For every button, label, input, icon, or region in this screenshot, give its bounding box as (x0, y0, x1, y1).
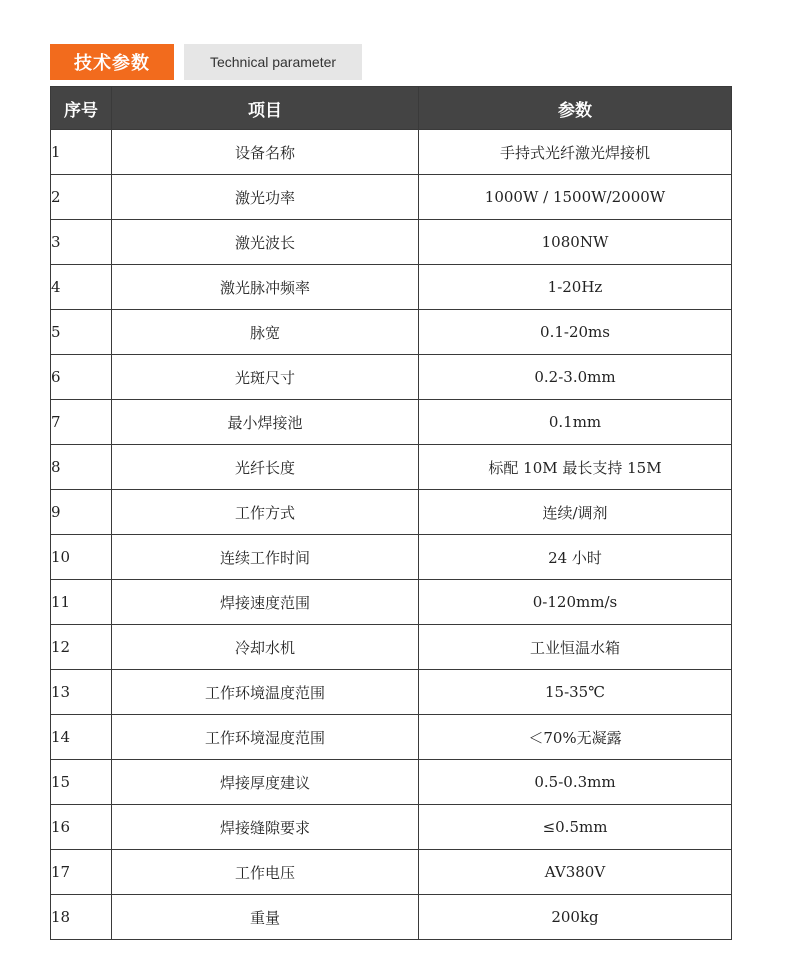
table-row (51, 895, 732, 940)
row-item-cell: 焊接厚度建议 (112, 760, 419, 805)
row-value-cell: 0.1-20ms (419, 310, 732, 355)
row-value-cell: 0.2-3.0mm (419, 355, 732, 400)
table-row (51, 850, 732, 895)
table-row (51, 220, 732, 265)
section-title-en: Technical parameter (184, 44, 362, 80)
row-item-cell: 最小焊接池 (112, 400, 419, 445)
table-row (51, 445, 732, 490)
row-item-cell: 光纤长度 (112, 445, 419, 490)
row-value-cell: 24 小时 (419, 535, 732, 580)
table-row (51, 400, 732, 445)
row-value-cell: 0-120mm/s (419, 580, 732, 625)
row-value-cell: 1000W / 1500W/2000W (419, 175, 732, 220)
row-value-cell: ＜70%无凝露 (419, 715, 732, 760)
row-value-cell: 标配 10M 最长支持 15M (419, 445, 732, 490)
row-value-cell: 200kg (419, 895, 732, 940)
row-value-cell: 0.1mm (419, 400, 732, 445)
row-index-cell: 6 (51, 355, 112, 400)
row-value-cell: ≤0.5mm (419, 805, 732, 850)
table-header (51, 87, 732, 130)
table-row (51, 760, 732, 805)
row-index-cell: 9 (51, 490, 112, 535)
row-item-cell: 设备名称 (112, 130, 419, 175)
table-row (51, 625, 732, 670)
row-index-cell: 18 (51, 895, 112, 940)
row-item-cell: 脉宽 (112, 310, 419, 355)
row-value-cell: 1080NW (419, 220, 732, 265)
table-header-row (51, 87, 732, 130)
row-index-cell: 4 (51, 265, 112, 310)
row-item-cell: 激光脉冲频率 (112, 265, 419, 310)
row-value-cell: 0.5-0.3mm (419, 760, 732, 805)
row-index-cell: 1 (51, 130, 112, 175)
row-index-cell: 14 (51, 715, 112, 760)
table-row (51, 805, 732, 850)
section-header (50, 44, 362, 80)
section-title-cn: 技术参数 (50, 44, 174, 80)
column-header-value: 参数 (419, 87, 732, 130)
column-header-index: 序号 (51, 87, 112, 130)
table-row (51, 580, 732, 625)
row-item-cell: 工作方式 (112, 490, 419, 535)
row-index-cell: 7 (51, 400, 112, 445)
row-index-cell: 3 (51, 220, 112, 265)
row-index-cell: 13 (51, 670, 112, 715)
row-item-cell: 工作环境湿度范围 (112, 715, 419, 760)
row-item-cell: 工作电压 (112, 850, 419, 895)
row-item-cell: 工作环境温度范围 (112, 670, 419, 715)
row-item-cell: 连续工作时间 (112, 535, 419, 580)
row-item-cell: 重量 (112, 895, 419, 940)
row-index-cell: 5 (51, 310, 112, 355)
row-index-cell: 10 (51, 535, 112, 580)
row-value-cell: 工业恒温水箱 (419, 625, 732, 670)
table-row (51, 715, 732, 760)
table-row (51, 535, 732, 580)
row-item-cell: 焊接缝隙要求 (112, 805, 419, 850)
row-value-cell: AV380V (419, 850, 732, 895)
table-row (51, 175, 732, 220)
table-row (51, 355, 732, 400)
row-value-cell: 1-20Hz (419, 265, 732, 310)
row-index-cell: 17 (51, 850, 112, 895)
row-item-cell: 焊接速度范围 (112, 580, 419, 625)
row-index-cell: 16 (51, 805, 112, 850)
table-body (51, 130, 732, 940)
table-row (51, 130, 732, 175)
row-index-cell: 12 (51, 625, 112, 670)
row-index-cell: 2 (51, 175, 112, 220)
table-row (51, 670, 732, 715)
row-item-cell: 激光波长 (112, 220, 419, 265)
row-item-cell: 冷却水机 (112, 625, 419, 670)
table-row (51, 310, 732, 355)
parameter-table (50, 86, 732, 940)
row-value-cell: 手持式光纤激光焊接机 (419, 130, 732, 175)
row-item-cell: 光斑尺寸 (112, 355, 419, 400)
row-index-cell: 8 (51, 445, 112, 490)
table-row (51, 490, 732, 535)
column-header-item: 项目 (112, 87, 419, 130)
row-index-cell: 15 (51, 760, 112, 805)
table-row (51, 265, 732, 310)
row-index-cell: 11 (51, 580, 112, 625)
row-value-cell: 15-35℃ (419, 670, 732, 715)
row-item-cell: 激光功率 (112, 175, 419, 220)
row-value-cell: 连续/调剂 (419, 490, 732, 535)
